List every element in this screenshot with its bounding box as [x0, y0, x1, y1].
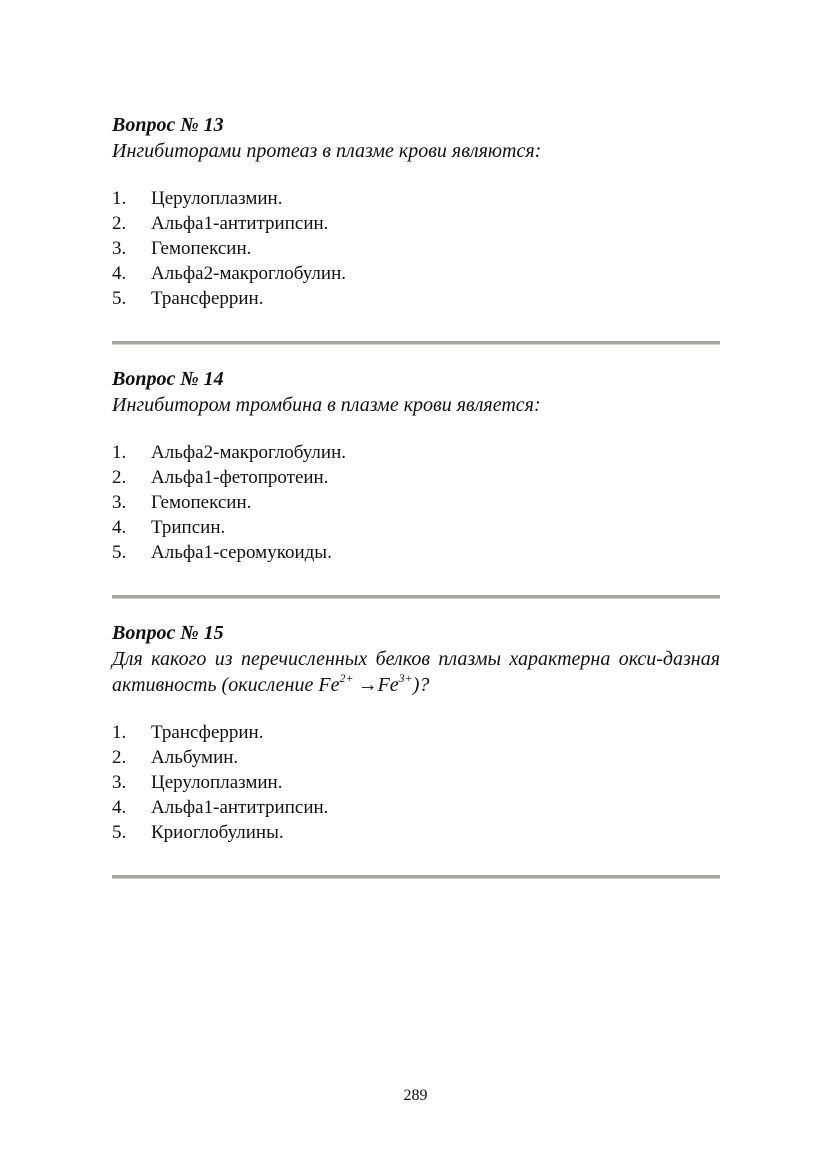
question-15 [112, 620, 720, 879]
question-text-end: )? [412, 674, 430, 696]
option-number: 2. [112, 747, 127, 768]
option-number: 3. [112, 238, 127, 259]
answer-option [112, 795, 720, 820]
option-label: Альфа2-макроглобулин. [151, 263, 346, 284]
section-divider [112, 875, 720, 879]
question-text: Ингибитором тромбина в плазме крови является: [112, 394, 541, 416]
answer-option [112, 236, 720, 261]
answer-options [112, 440, 720, 565]
answer-option [112, 465, 720, 490]
option-label: Альфа1-фетопротеин. [151, 467, 329, 488]
option-label: Трипсин. [151, 517, 226, 538]
answer-option [112, 720, 720, 745]
answer-option [112, 540, 720, 565]
section-divider [112, 595, 720, 599]
option-number: 5. [112, 822, 127, 843]
answer-option [112, 515, 720, 540]
option-number: 2. [112, 213, 127, 234]
option-number: 4. [112, 797, 127, 818]
answer-option [112, 745, 720, 770]
option-number: 1. [112, 722, 127, 743]
option-label: Церулоплазмин. [151, 188, 283, 209]
page-number: 289 [403, 1087, 428, 1104]
section-divider [112, 341, 720, 345]
option-label: Альфа1-серомукоиды. [151, 542, 332, 563]
answer-options [112, 186, 720, 311]
option-label: Криоглобулины. [151, 822, 284, 843]
option-label: Альфа1-антитрипсин. [151, 213, 329, 234]
answer-option [112, 286, 720, 311]
answer-option [112, 440, 720, 465]
option-number: 2. [112, 467, 127, 488]
answer-options [112, 720, 720, 845]
answer-option [112, 770, 720, 795]
question-text [112, 646, 720, 698]
question-13 [112, 112, 720, 345]
question-text: Ингибиторами протеаз в плазме крови являются: [112, 140, 542, 162]
answer-option [112, 186, 720, 211]
option-label: Гемопексин. [151, 238, 252, 259]
option-label: Гемопексин. [151, 492, 252, 513]
option-label: Альбумин. [151, 747, 239, 768]
option-label: Альфа1-антитрипсин. [151, 797, 329, 818]
arrow-icon: → [357, 674, 378, 696]
option-number: 4. [112, 517, 127, 538]
question-title: Вопрос № 14 [112, 368, 224, 390]
question-text-iron: Fe [377, 674, 399, 696]
option-label: Церулоплазмин. [151, 772, 283, 793]
answer-option [112, 490, 720, 515]
charge-superscript: 3+ [398, 671, 413, 685]
option-number: 4. [112, 263, 127, 284]
option-number: 1. [112, 188, 127, 209]
option-label: Альфа2-макроглобулин. [151, 442, 346, 463]
question-text-start: Для какого из перечисленных белков плазмы характерна окси-дазная активность (окисление Fe [112, 648, 720, 696]
answer-option [112, 820, 720, 845]
question-title: Вопрос № 15 [112, 622, 224, 644]
option-label: Трансферрин. [151, 288, 264, 309]
option-number: 3. [112, 772, 127, 793]
question-14 [112, 366, 720, 599]
answer-option [112, 261, 720, 286]
charge-superscript: 2+ [339, 671, 354, 685]
option-number: 5. [112, 288, 127, 309]
option-label: Трансферрин. [151, 722, 264, 743]
answer-option [112, 211, 720, 236]
option-number: 1. [112, 442, 127, 463]
question-title: Вопрос № 13 [112, 114, 224, 136]
option-number: 3. [112, 492, 127, 513]
option-number: 5. [112, 542, 127, 563]
document-page [112, 112, 720, 879]
